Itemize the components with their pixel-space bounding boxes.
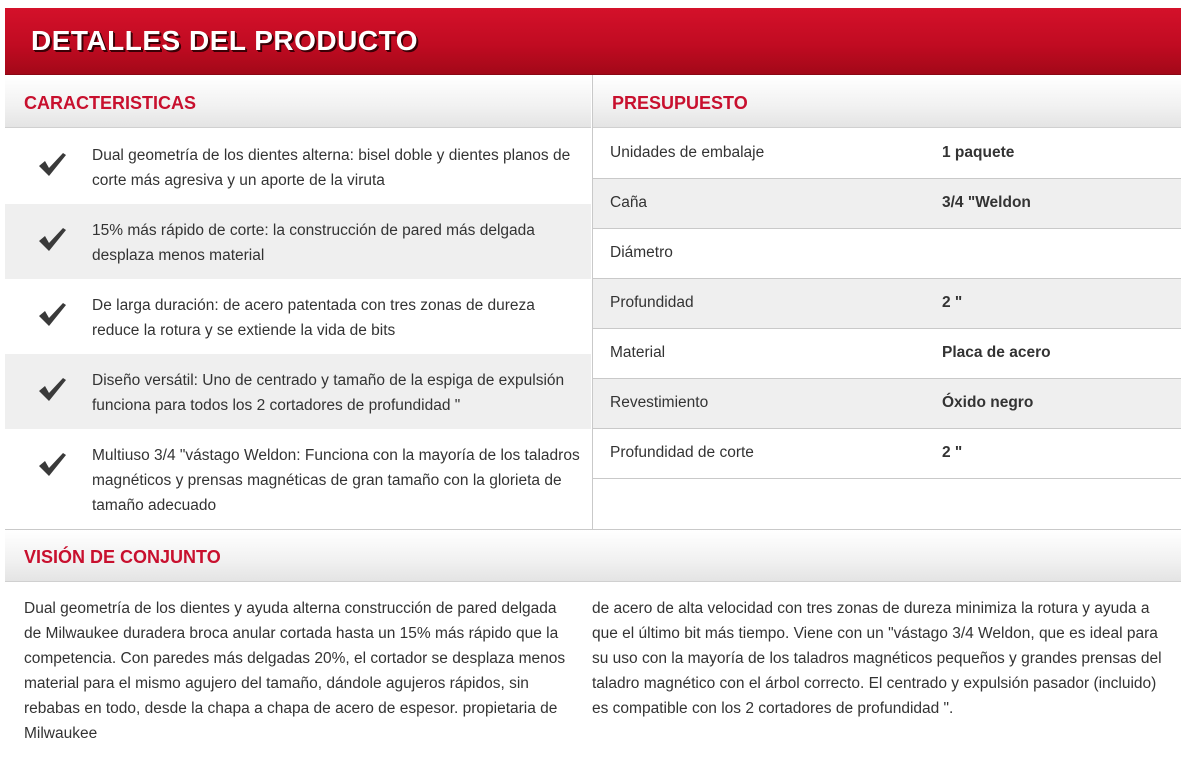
overview-title: VISIÓN DE CONJUNTO xyxy=(24,547,221,567)
spec-row xyxy=(593,429,1181,479)
feature-text: Multiuso 3/4 "vástago Weldon: Funciona con la mayoría de los taladros magnéticos y prensas magnéticas de gran tamaño con la glorieta de tamaño adecuado xyxy=(92,447,580,514)
overview-text-column-1: Dual geometría de los dientes y ayuda alterna construcción de pared delgada de Milwaukee duradera broca anular cortada hasta un 15% más rápido que la competencia. Con paredes más delgadas 20%, el cortador se desplaza menos material para el mismo agujero del tamaño, dándole agujeros rápidos, sin rebabas en todo, desde la chapa a chapa de acero de espesor. propietaria de Milwaukee xyxy=(24,600,566,742)
overview-header xyxy=(5,530,1181,582)
specs-header xyxy=(593,76,1181,128)
features-header xyxy=(5,76,591,128)
features-title: CARACTERISTICAS xyxy=(24,93,197,113)
spec-row xyxy=(593,229,1181,279)
feature-item xyxy=(5,279,591,354)
feature-text: 15% más rápido de corte: la construcción de pared más delgada desplaza menos material xyxy=(92,222,535,264)
product-details-banner xyxy=(5,8,1181,75)
spec-value: 1 paquete xyxy=(942,144,1015,161)
spec-value: Óxido negro xyxy=(942,394,1034,411)
spec-label: Material xyxy=(610,344,666,361)
spec-label: Profundidad xyxy=(610,294,694,311)
spec-label: Revestimiento xyxy=(610,394,709,411)
feature-item xyxy=(5,429,591,529)
checkmark-icon xyxy=(37,151,67,177)
feature-item xyxy=(5,129,591,204)
spec-row xyxy=(593,379,1181,429)
spec-value: 3/4 "Weldon xyxy=(942,194,1031,211)
feature-item xyxy=(5,204,591,279)
feature-text: De larga duración: de acero patentada con tres zonas de dureza reduce la rotura y se extiende la vida de bits xyxy=(92,297,535,339)
spec-value: Placa de acero xyxy=(942,344,1051,361)
spec-row xyxy=(593,329,1181,379)
spec-label: Profundidad de corte xyxy=(610,444,754,461)
checkmark-icon xyxy=(37,376,67,402)
feature-item xyxy=(5,354,591,429)
overview-text-column-2: de acero de alta velocidad con tres zonas de dureza minimiza la rotura y ayuda a que el último bit más tiempo. Viene con un "vástago 3/4 Weldon, que es ideal para su uso con la mayoría de los taladros magnéticos pequeños y grandes prensas del taladro magnético con el árbol correcto. El centrado y expulsión pasador (incluido) es compatible con los 2 cortadores de profundidad ". xyxy=(592,600,1162,717)
checkmark-icon xyxy=(37,301,67,327)
checkmark-icon xyxy=(37,451,67,477)
spec-row xyxy=(593,279,1181,329)
spec-row xyxy=(593,129,1181,179)
feature-text: Diseño versátil: Uno de centrado y tamaño de la espiga de expulsión funciona para todos los 2 cortadores de profundidad " xyxy=(92,372,565,414)
spec-label: Unidades de embalaje xyxy=(610,144,765,161)
spec-label: Diámetro xyxy=(610,244,673,261)
spec-value: 2 " xyxy=(942,444,963,461)
spec-label: Caña xyxy=(610,194,648,211)
page-title: DETALLES DEL PRODUCTO xyxy=(31,25,418,56)
spec-row xyxy=(593,179,1181,229)
checkmark-icon xyxy=(37,226,67,252)
spec-value: 2 " xyxy=(942,294,963,311)
specs-title: PRESUPUESTO xyxy=(612,93,748,113)
feature-text: Dual geometría de los dientes alterna: bisel doble y dientes planos de corte más agresiva y un aporte de la viruta xyxy=(92,147,571,189)
